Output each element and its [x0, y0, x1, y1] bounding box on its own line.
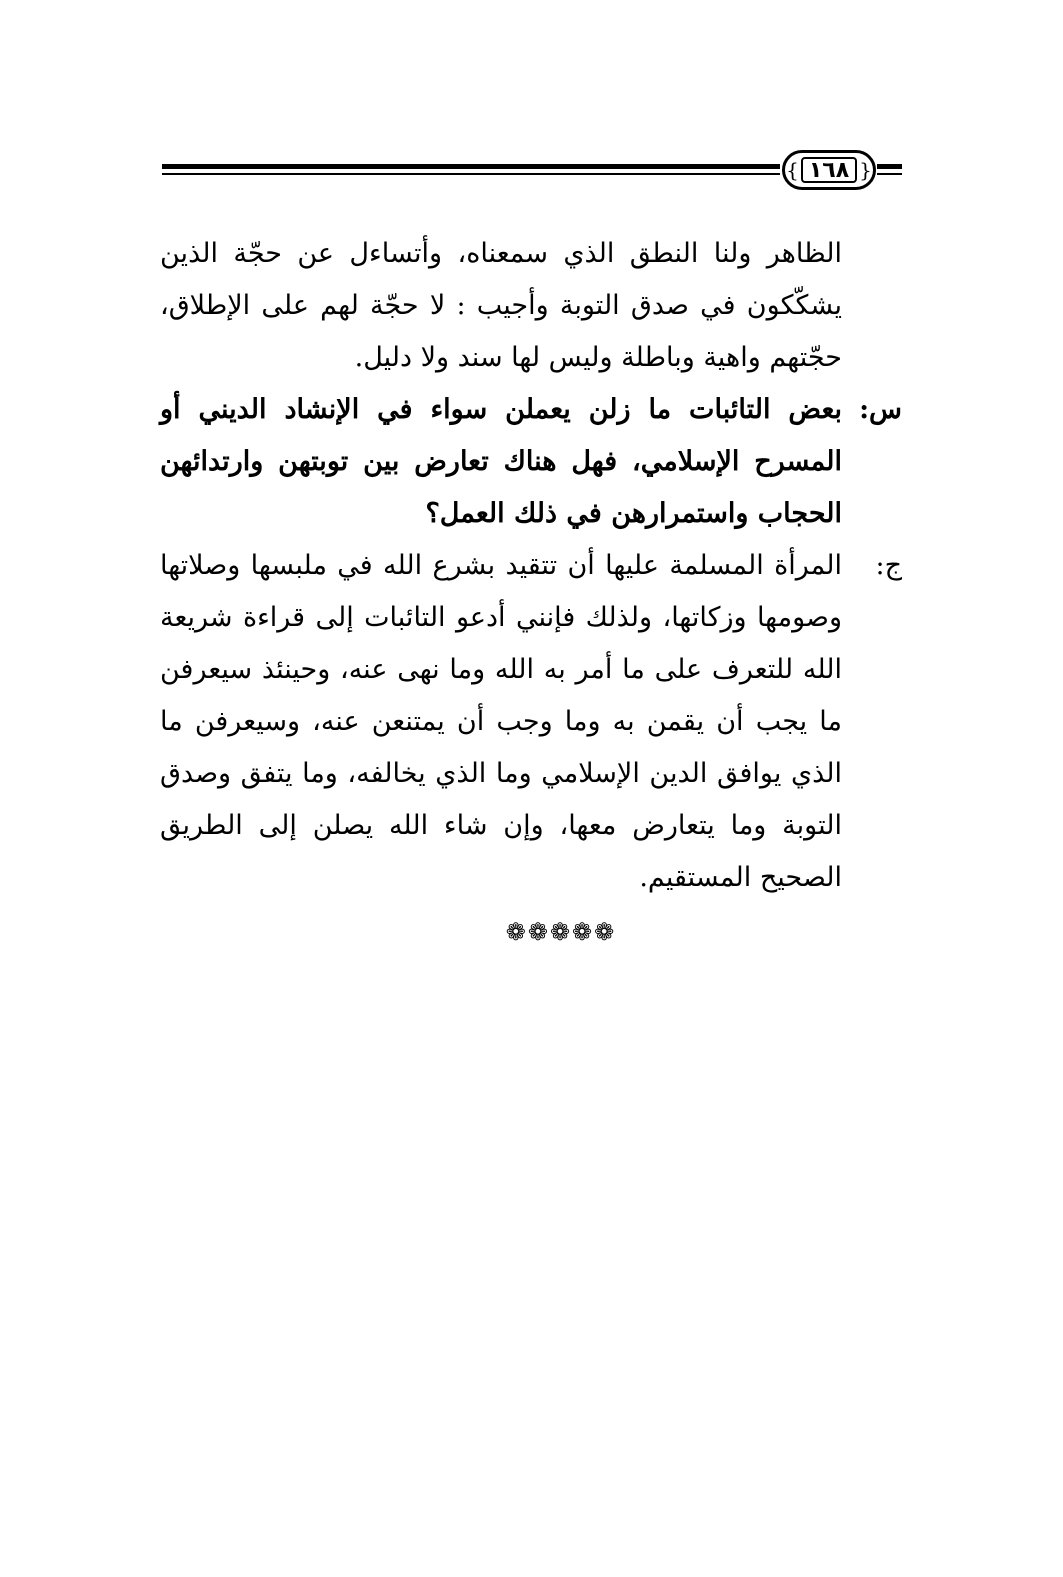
header-rule-right-thin — [877, 173, 902, 175]
header-rule-left — [162, 164, 780, 169]
question-block — [160, 384, 902, 540]
page-number: ١٦٨ — [801, 157, 857, 183]
question-text: بعض التائبات ما زلن يعملن سواء في الإنشاد الديني أو المسرح الإسلامي، فهل هناك تعارض بين توبتهن وارتدائهن الحجاب واستمرارهن في ذلك العمل؟ — [160, 394, 842, 529]
brace-right: } — [859, 158, 872, 182]
question-label: س: — [859, 394, 902, 425]
header-rule-right — [877, 164, 902, 169]
intro-paragraph: الظاهر ولنا النطق الذي سمعناه، وأتساءل عن حجّة الذين يشكّكون في صدق التوبة وأجيب : لا حجّة لهم على الإطلاق، حجّتهم واهية وباطلة وليس لها سند ولا دليل. — [160, 238, 842, 373]
page-number-badge — [782, 150, 876, 190]
answer-block — [160, 540, 902, 904]
answer-text: المرأة المسلمة عليها أن تتقيد بشرع الله في ملبسها وصلاتها وصومها وزكاتها، ولذلك فإنني أدعو التائبات إلى قراءة شريعة الله للتعرف على ما أمر به الله وما نهى عنه، وحينئذ سيعرفن ما يجب أن يقمن به وما وجب أن يمتنعن عنه، وسيعرفن ما الذي يوافق الدين الإسلامي وما الذي يخالفه، وما يتفق وصدق التوبة وما يتعارض معها، وإن شاء الله يصلن إلى الطريق الصحيح المستقيم. — [160, 550, 842, 893]
header-rule-left-thin — [162, 173, 780, 175]
brace-left: { — [786, 158, 799, 182]
answer-label: ج: — [875, 550, 902, 581]
section-ornaments: ❁❁❁❁❁ — [505, 918, 617, 946]
page-header — [162, 150, 902, 202]
page-body — [160, 228, 902, 952]
